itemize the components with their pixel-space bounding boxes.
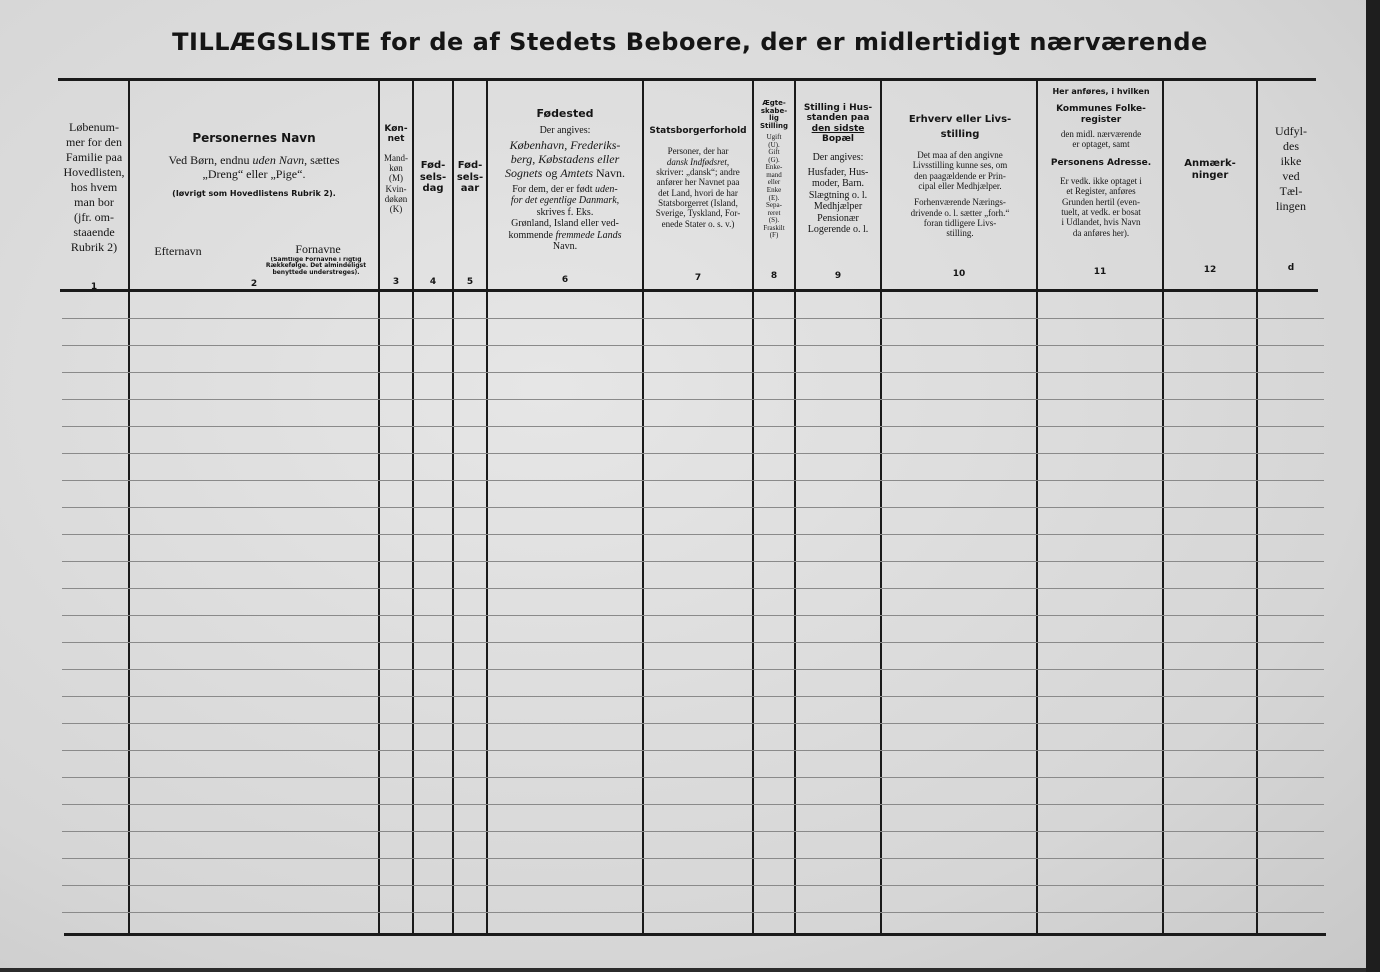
- column-2-surname-label: Efternavn: [154, 245, 202, 258]
- entry-row-line: [62, 399, 1324, 400]
- column-9-line: Der angives:: [812, 152, 864, 164]
- column-3-body-line: Mand-: [384, 152, 408, 163]
- column-number: 11: [1093, 267, 1107, 277]
- entry-row-line: [62, 669, 1324, 670]
- column-11-line: tuelt, at vedk. er bosat: [1061, 206, 1141, 217]
- column-6-line: [490, 184, 640, 196]
- column-9-line: Slægtning o. l.: [808, 189, 868, 201]
- column-2-heading: Personernes Navn: [192, 132, 316, 145]
- column-7-line: Personer, der har: [667, 146, 729, 157]
- column-8-line: Gift: [768, 148, 780, 157]
- column-11-line: Er vedk. ikke optaget i: [1060, 175, 1142, 186]
- column-1-line: man bor: [74, 195, 114, 209]
- column-10-line: Forhenværende Nærings-: [914, 197, 1006, 208]
- entry-row-line: [62, 345, 1324, 346]
- column-12-heading-line: Anmærk-: [1184, 158, 1236, 169]
- column-6-line: skrives f. Eks.: [536, 206, 594, 218]
- column-1-line: mer for den: [66, 135, 122, 149]
- column-6-part: kommende: [508, 229, 556, 241]
- entry-row-line: [62, 804, 1324, 805]
- column-8-line: reret: [767, 208, 781, 217]
- column-number: 1: [90, 282, 98, 292]
- column-11-line: den midl. nærværende: [1060, 128, 1142, 139]
- form-title: TILLÆGSLISTE for de af Stedets Beboere, der er midlertidigt nærværende: [172, 28, 1208, 56]
- column-10-line: stilling.: [946, 228, 974, 239]
- column-number: 2: [250, 279, 258, 289]
- column-2-note-1: [132, 154, 376, 168]
- column-8-line: mand: [766, 170, 782, 179]
- column-6-part: Navn.: [593, 165, 625, 180]
- column-2-note-part: Ved Børn, endnu: [168, 152, 253, 167]
- column-4-heading-line: sels-: [419, 171, 447, 183]
- entry-row-line: [62, 885, 1324, 886]
- column-2-note-1b: „Dreng“ eller „Pige“.: [202, 166, 306, 181]
- column-7-line: skriver: „dansk“; andre: [656, 167, 740, 178]
- entry-row-line: [62, 777, 1324, 778]
- column-2-header: [132, 132, 376, 199]
- column-11-line: da anføres her).: [1072, 227, 1130, 238]
- column-10-heading-line: Erhverv eller Livs-: [908, 114, 1012, 125]
- column-d-line: Tæl-: [1279, 184, 1303, 198]
- column-8-line: (F): [769, 231, 779, 240]
- column-6-part: fremmede Lands: [555, 229, 622, 241]
- entry-row-line: [62, 615, 1324, 616]
- column-11-line: et Register, anføres: [1066, 186, 1136, 197]
- column-7-line: dansk Indfødsret,: [666, 156, 730, 167]
- header-bottom-rule: [60, 289, 1318, 292]
- column-1-line: Hovedlisten,: [63, 165, 125, 179]
- table-bottom-rule: [64, 933, 1326, 936]
- column-7-line: enede Stater o. s. v.): [661, 218, 735, 229]
- column-9-line: Medhjælper: [813, 201, 863, 213]
- column-1-line: (jfr. om-: [74, 210, 114, 224]
- column-10-line: foran tidligere Livs-: [923, 218, 997, 229]
- column-11-top: Her anføres, i hvilken: [1052, 87, 1150, 96]
- column-5-heading-line: sels-: [456, 171, 484, 183]
- column-6-header: [490, 108, 640, 253]
- entry-row-line: [62, 723, 1324, 724]
- column-8-line: Fraskilt: [763, 223, 785, 232]
- column-8-line: Sepa-: [766, 201, 782, 210]
- column-4-heading-line: Fød-: [420, 160, 446, 171]
- column-9-line: moder, Barn.: [811, 178, 865, 190]
- entry-row-line: [62, 318, 1324, 319]
- column-6-line: [490, 167, 640, 181]
- column-8-line: (S).: [768, 216, 780, 225]
- entry-row-line: [62, 831, 1324, 832]
- column-9-header: [796, 103, 880, 236]
- column-11-header: [1040, 87, 1162, 238]
- column-8-line: eller: [767, 178, 781, 187]
- entry-row-line: [62, 480, 1324, 481]
- column-8-heading-line: skabe-: [760, 106, 788, 115]
- column-1-header: [60, 120, 128, 255]
- column-1-line: staaende: [73, 225, 115, 239]
- column-6-part: uden-: [594, 183, 618, 195]
- column-number: 7: [694, 273, 702, 283]
- column-3-heading-line: Køn-: [384, 124, 408, 134]
- column-8-heading-line: Stilling: [760, 121, 788, 130]
- column-8-heading-line: Ægte-: [762, 100, 786, 107]
- column-3-body-line: døkøn: [384, 194, 408, 205]
- column-8-line: (E).: [768, 193, 780, 202]
- column-3-heading-line: net: [387, 134, 405, 145]
- column-3-body-line: Kvin-: [385, 183, 407, 194]
- entry-row-line: [62, 426, 1324, 427]
- column-d-line: Udfyl-: [1275, 124, 1307, 138]
- column-11-line: Grunden hertil (even-: [1062, 196, 1140, 207]
- entry-row-line: [62, 750, 1324, 751]
- entry-row-line: [62, 912, 1324, 913]
- column-6-heading: Fødested: [536, 108, 594, 120]
- column-8-header: [754, 100, 794, 240]
- column-2-firstnames-label: Fornavne: [295, 243, 341, 256]
- column-12-heading-line: ninger: [1191, 169, 1229, 181]
- entry-row-line: [62, 588, 1324, 589]
- entry-row-line: [62, 858, 1324, 859]
- column-d-line: ved: [1282, 169, 1300, 183]
- column-number: 8: [770, 271, 778, 281]
- entry-row-line: [62, 453, 1324, 454]
- column-1-line: Rubrik 2): [70, 240, 118, 254]
- column-5-header: [454, 160, 486, 195]
- column-11-line: i Udlandet, hvis Navn: [1061, 217, 1141, 228]
- column-2-firstnames-note: (Samtlige Fornavne i rigtig Rækkefølge. Det almindeligst benyttede understreges).: [265, 257, 367, 276]
- column-11-line: er optaget, samt: [1072, 139, 1130, 150]
- column-6-part: Sognets: [504, 165, 543, 180]
- column-7-header: [644, 126, 752, 229]
- column-8-line: Enke: [766, 186, 782, 195]
- column-3-body-line: (M): [389, 173, 403, 184]
- column-number: 12: [1203, 265, 1217, 275]
- scan-edge: [1366, 0, 1380, 972]
- column-12-header: [1164, 158, 1256, 181]
- column-6-line: Grønland, Island eller ved-: [511, 218, 619, 230]
- column-9-heading-line: Stilling i Hus-: [803, 103, 873, 113]
- column-10-line: Livsstilling kunne ses, om: [912, 160, 1008, 171]
- column-9-heading-line: den sidste: [811, 123, 865, 134]
- entry-row-line: [62, 372, 1324, 373]
- column-8-line: Enke-: [765, 163, 783, 172]
- column-d-line: des: [1283, 139, 1299, 153]
- column-7-heading: Statsborgerforhold: [649, 126, 747, 136]
- column-4-header: [414, 160, 452, 195]
- column-1-line: Løbenum-: [69, 120, 119, 134]
- column-1-line: hos hvem: [70, 180, 118, 194]
- entry-row-line: [62, 642, 1324, 643]
- column-8-line: (U).: [768, 140, 780, 149]
- column-2-note-part: , sættes: [304, 152, 340, 167]
- column-3-body-line: køn: [389, 163, 403, 174]
- column-10-line: den paagældende er Prin-: [914, 170, 1006, 181]
- column-6-line: Der angives:: [539, 124, 591, 136]
- entry-row-line: [62, 534, 1324, 535]
- column-11-heading-2: Personens Adresse.: [1050, 157, 1152, 168]
- column-10-heading-line: stilling: [940, 128, 980, 140]
- column-d-header: [1258, 124, 1324, 214]
- column-9-heading-line: standen paa: [806, 113, 870, 124]
- column-9-line: Pensionær: [817, 212, 859, 224]
- column-number: 6: [561, 275, 569, 285]
- column-number: 5: [466, 277, 474, 287]
- column-7-line: anfører her Navnet paa: [656, 177, 740, 188]
- column-7-line: Statsborgerret (Island,: [658, 198, 738, 209]
- column-number: 4: [429, 277, 437, 287]
- entry-row-line: [62, 561, 1324, 562]
- column-8-heading-line: lig: [769, 114, 779, 123]
- column-6-line: Navn.: [552, 241, 578, 253]
- column-6-part: og: [542, 165, 561, 180]
- column-7-line: Sverige, Tyskland, For-: [655, 208, 741, 219]
- column-10-line: drivende o. l. sætter „forh.“: [910, 207, 1010, 218]
- entry-row-line: [62, 696, 1324, 697]
- column-4-heading-line: dag: [422, 183, 444, 194]
- column-11-heading-line: Kommunes Folke-: [1056, 104, 1146, 115]
- column-1-line: Familie paa: [65, 150, 123, 164]
- column-8-line: Ugift: [766, 133, 782, 142]
- column-6-line: for det egentlige Danmark,: [510, 195, 620, 207]
- column-6-line: berg, Købstadens eller: [510, 151, 620, 166]
- column-d-line: lingen: [1276, 199, 1306, 213]
- column-6-part: Amtets: [560, 165, 593, 180]
- entry-row-line: [62, 507, 1324, 508]
- column-3-body-line: (K): [389, 204, 403, 215]
- column-5-heading-line: aar: [460, 183, 480, 194]
- column-10-header: [884, 114, 1036, 239]
- column-5-heading-line: Fød-: [457, 160, 483, 171]
- column-6-part: For dem, der er født: [512, 183, 595, 195]
- column-3-header: [380, 124, 412, 215]
- column-number: 3: [392, 277, 400, 287]
- column-d-line: ikke: [1280, 154, 1302, 168]
- column-6-line: København, Frederiks-: [509, 138, 621, 153]
- column-10-line: Det maa af den angivne: [917, 150, 1003, 160]
- column-6-line: [490, 230, 640, 242]
- column-2-note-italic: uden Navn: [252, 152, 305, 167]
- column-7-line: det Land, hvori de har: [658, 187, 738, 198]
- column-11-heading-line: register: [1080, 114, 1122, 125]
- column-number: 10: [952, 269, 966, 279]
- column-8-line: (G).: [768, 155, 780, 164]
- column-9-line: Husfader, Hus-: [807, 166, 869, 178]
- column-9-heading-line: Bopæl: [821, 134, 854, 145]
- column-10-line: cipal eller Medhjælper.: [918, 181, 1002, 192]
- column-number: d: [1287, 263, 1295, 273]
- column-number: 9: [834, 271, 842, 281]
- header-top-rule: [58, 78, 1316, 81]
- column-2-note-2: (Iøvrigt som Hovedlistens Rubrik 2).: [172, 189, 336, 199]
- column-9-line: Logerende o. l.: [807, 224, 869, 236]
